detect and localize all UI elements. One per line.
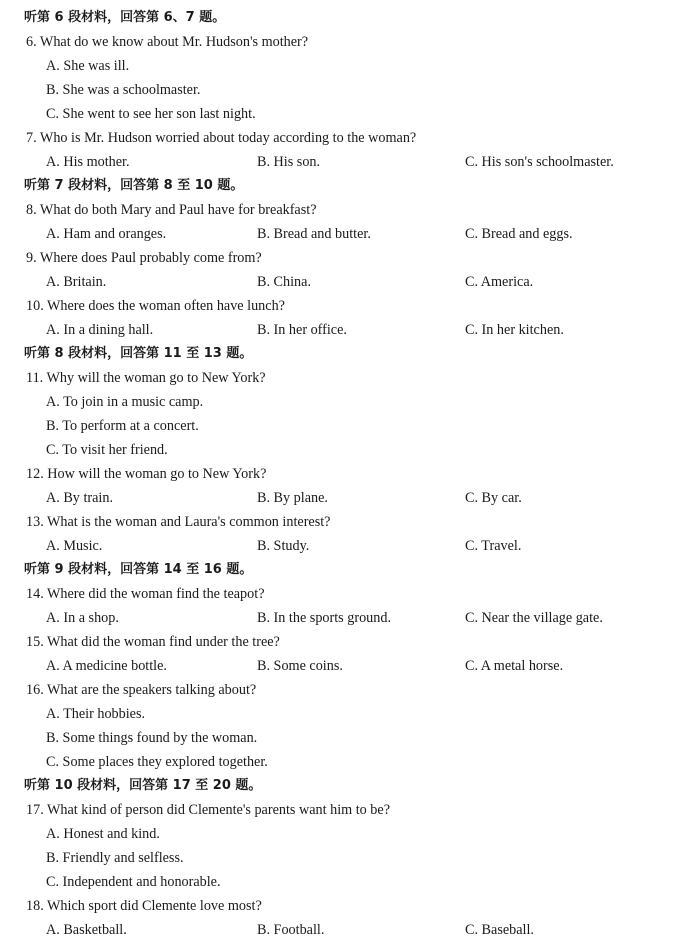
option-b: B. Football. [257,922,325,938]
option-a: A. Britain. [46,274,107,290]
question-18: 18. Which sport did Clemente love most? [26,898,262,914]
option-a: A. Basketball. [46,922,127,938]
option-a: A. His mother. [46,154,130,170]
option-b: B. She was a schoolmaster. [46,82,201,98]
option-b: B. His son. [257,154,321,170]
option-c: C. By car. [465,490,522,506]
option-c: C. To visit her friend. [46,442,168,458]
question-12: 12. How will the woman go to New York? [26,466,267,482]
options-row [0,152,692,172]
question-10: 10. Where does the woman often have lunch? [26,298,285,314]
options-row [0,56,692,76]
option-b: B. China. [257,274,311,290]
option-a: A. By train. [46,490,113,506]
options-row [0,440,692,460]
options-row [0,704,692,724]
options-row [0,656,692,676]
options-row [0,920,692,940]
section-header: 听第 10 段材料，回答第 17 至 20 题。 [24,778,262,793]
option-b: B. Study. [257,538,310,554]
options-row [0,224,692,244]
option-c: C. She went to see her son last night. [46,106,256,122]
option-c: C. His son's schoolmaster. [465,154,614,170]
options-row [0,608,692,628]
section-header: 听第 7 段材料，回答第 8 至 10 题。 [24,178,244,193]
option-b: B. Friendly and selfless. [46,850,184,866]
options-row [0,80,692,100]
question-6: 6. What do we know about Mr. Hudson's mother? [26,34,309,50]
option-c: C. Baseball. [465,922,534,938]
question-14: 14. Where did the woman find the teapot? [26,586,265,602]
option-a: A. To join in a music camp. [46,394,204,410]
option-a: A. A medicine bottle. [46,658,167,674]
options-row [0,104,692,124]
option-c: C. America. [465,274,534,290]
option-a: A. Music. [46,538,103,554]
option-b: B. Bread and butter. [257,226,371,242]
option-b: B. By plane. [257,490,328,506]
options-row [0,848,692,868]
option-c: C. Bread and eggs. [465,226,573,242]
option-c: C. Some places they explored together. [46,754,268,770]
question-7: 7. Who is Mr. Hudson worried about today according to the woman? [26,130,417,146]
option-c: C. Near the village gate. [465,610,603,626]
option-b: B. Some things found by the woman. [46,730,258,746]
option-c: C. In her kitchen. [465,322,564,338]
options-row [0,752,692,772]
section-header: 听第 6 段材料，回答第 6、7 题。 [24,10,226,25]
options-row [0,392,692,412]
options-row [0,824,692,844]
option-b: B. In her office. [257,322,347,338]
option-a: A. Honest and kind. [46,826,160,842]
option-c: C. Travel. [465,538,522,554]
option-b: B. To perform at a concert. [46,418,199,434]
question-13: 13. What is the woman and Laura's common interest? [26,514,331,530]
option-a: A. She was ill. [46,58,130,74]
option-c: C. Independent and honorable. [46,874,221,890]
question-17: 17. What kind of person did Clemente's parents want him to be? [26,802,390,818]
section-header: 听第 9 段材料，回答第 14 至 16 题。 [24,562,253,577]
option-a: A. Their hobbies. [46,706,146,722]
question-16: 16. What are the speakers talking about? [26,682,257,698]
section-header: 听第 8 段材料，回答第 11 至 13 题。 [24,346,253,361]
option-a: A. In a shop. [46,610,119,626]
options-row [0,728,692,748]
option-b: B. Some coins. [257,658,343,674]
option-b: B. In the sports ground. [257,610,391,626]
options-row [0,536,692,556]
options-row [0,416,692,436]
option-a: A. In a dining hall. [46,322,154,338]
options-row [0,320,692,340]
option-a: A. Ham and oranges. [46,226,167,242]
question-11: 11. Why will the woman go to New York? [26,370,266,386]
options-row [0,488,692,508]
options-row [0,872,692,892]
question-9: 9. Where does Paul probably come from? [26,250,262,266]
question-15: 15. What did the woman find under the tree? [26,634,280,650]
option-c: C. A metal horse. [465,658,564,674]
question-8: 8. What do both Mary and Paul have for breakfast? [26,202,317,218]
options-row [0,272,692,292]
